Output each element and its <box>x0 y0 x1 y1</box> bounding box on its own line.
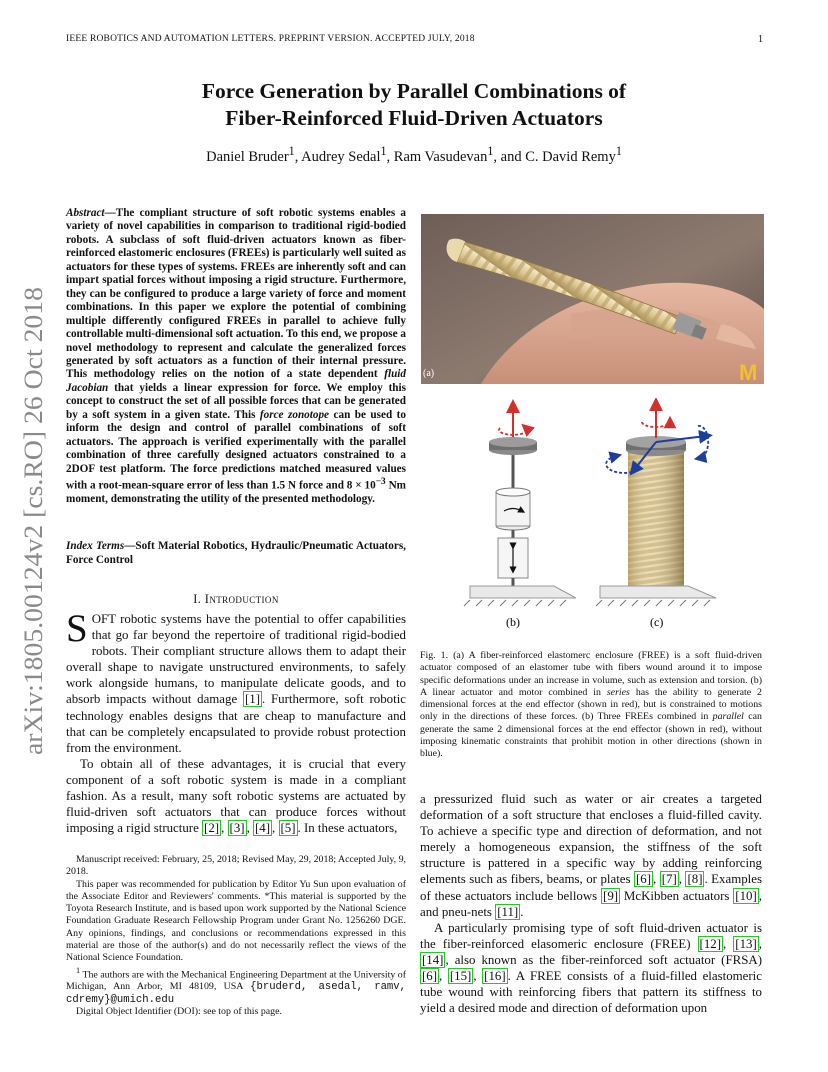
citation-link[interactable]: [13] <box>735 936 757 951</box>
section-heading: I. Introduction <box>193 592 279 606</box>
author-2: Audrey Sedal <box>301 148 381 165</box>
right-paragraph-2: A particularly promising type of soft fluid-driven actuator is the fiber-reinforced elasomeric enclosure (FREE) [12] , [13] , [14] , also known as the fiber-reinforced soft actuator (FRSA) [6] , [15] , [16] . A FREE consists of a fluid-filled elastomeric tube wound with reinforcing fibers that pattern its stiffness to yield a desired mode and direction of deformation upon <box>420 920 762 1016</box>
author-1: Daniel Bruder <box>206 148 289 165</box>
caption-emph-series: series <box>606 686 630 698</box>
col2-p1-a: a pressurized fluid such as water or air creates a targeted deformation of a soft structure that encloses a fluid-filled cavity. To achieve a specific type and direction of deformation, and not merely a homogeneous expansion, the stiffness of the soft structure is pattered in a specific way by adding reinforcing elements such as fibers, beams, or plates <box>420 792 762 887</box>
figure-caption <box>420 650 762 760</box>
abstract-text-c: can be used to inform the design and control of parallel combinations of soft actuators. The approach is verified experimentally with the parallel combination of three carefully designed actuators constrained to a 2DOF test platform. The force predictions matched measured values with a root-mean-square error of less than 1.5 N force and 8 × 10 <box>66 408 406 492</box>
intro-paragraph-2: To obtain all of these advantages, it is crucial that every component of a soft robotic system is made in a compliant fashion. As a result, many soft robotic systems are actuated by fluid-driven soft actuators that can produce forces without imposing a rigid structure [2] , [3] , [4] , [5] . In these actuators, <box>66 756 406 836</box>
citation-link[interactable]: [8] <box>687 872 703 887</box>
citation-link[interactable]: [9] <box>603 888 619 903</box>
col2-p2-a: A particularly promising type of soft fluid-driven actuator is the fiber-reinforced elasomeric enclosure (FREE) <box>420 920 762 951</box>
col2-p2-c: . A FREE consists of a fluid-filled elastomeric tube wound with reinforcing fibers that pattern its stiffness to yield a desired mode and direction of deformation upon <box>420 969 762 1016</box>
citation-link[interactable]: [6] <box>422 969 438 984</box>
col2-p1-e: . <box>520 904 524 919</box>
citation-link[interactable]: [16] <box>484 969 506 984</box>
right-paragraph-1: a pressurized fluid such as water or air creates a targeted deformation of a soft structure that encloses a fluid-filled cavity. To achieve a specific type and direction of deformation, and not merely a homogeneous expansion, the stiffness of the soft structure is pattered in a specific way by adding reinforcing elements such as fibers, beams, or plates [6] , [7] , [8] . Examples of these actuators include bellows [9] McKibben actuators [10] , and pneu-nets [11] . <box>420 792 763 919</box>
citation-link[interactable]: [5] <box>280 821 296 836</box>
author-affil-4: 1 <box>615 144 622 158</box>
diagram-c <box>596 404 716 606</box>
index-terms-text: —Soft Material Robotics, Hydraulic/Pneumatic Actuators, Force Control <box>66 540 406 566</box>
abstract-text-b: that yields a linear expression for force. We employ this concept to construct the set of all possible forces that can be generated by a soft system in a given state. This <box>66 381 406 421</box>
abstract-emph-force-zonotope: force zonotope <box>259 408 330 421</box>
title-line-1: Force Generation by Parallel Combinations of <box>201 79 627 103</box>
university-logo: M <box>739 360 758 384</box>
author-affil-2: 1 <box>380 144 387 158</box>
footnote-affiliation-text: The authors are with the Mechanical Engineering Department at the University of Michigan, Ann Arbor, MI 48109, USA <box>66 968 406 993</box>
author-emails[interactable]: {bruderd, asedal, ramv, cdremy}@umich.edu <box>66 981 407 1006</box>
index-terms-label: Index Terms <box>66 540 125 552</box>
footnote-doi: Digital Object Identifier (DOI): see top of this page. <box>76 1005 282 1017</box>
actuator-diagrams <box>430 398 760 640</box>
citation-link[interactable]: [3] <box>229 821 245 836</box>
arxiv-stamp <box>14 285 50 755</box>
title-line-2: Fiber-Reinforced Fluid-Driven Actuators <box>225 106 603 130</box>
abstract-label: Abstract <box>66 207 105 219</box>
page-number: 1 <box>758 34 763 45</box>
col2-p1-b: . Examples of these actuators include bellows <box>420 872 763 903</box>
author-list: Daniel Bruder$^1$, Audrey Sedal$^1$, Ram Vasudevan$^1$, and C. David Remy$^1$ <box>206 144 622 165</box>
dropcap: S <box>66 607 88 650</box>
footnote-affiliation-mark: 1 <box>76 965 81 975</box>
col2-p1-d: , and pneu-nets <box>420 888 762 919</box>
paper-title <box>100 78 728 132</box>
citation-link[interactable]: [4] <box>255 821 271 836</box>
intro-p2-a: To obtain all of these advantages, it is crucial that every component of a soft robotic system is made in a compliant fashion. As a result, many soft robotic systems are actuated by fluid-driven soft actuators that can produce forces without imposing a rigid structure <box>66 756 406 836</box>
citation-link[interactable]: [15] <box>449 969 472 984</box>
citation-link[interactable]: [1] <box>244 692 260 707</box>
running-header: IEEE ROBOTICS AND AUTOMATION LETTERS. PREPRINT VERSION. ACCEPTED JULY, 2018 <box>66 34 475 44</box>
figure-1a-photo <box>421 214 764 384</box>
figure-1bc <box>430 398 760 640</box>
caption-fig-number: Fig. 1. <box>420 650 449 661</box>
citation-link[interactable]: [11] <box>497 904 519 919</box>
intro-p1-b: . Furthermore, soft robotic technology enables designs that are cheap to manufacture and that can be completely encapsulated to provide robust protection from the environment. <box>66 692 406 755</box>
author-4: and C. David Remy <box>500 148 616 165</box>
abstract-exponent: −3 <box>375 477 386 488</box>
index-terms <box>66 540 406 567</box>
citation-link[interactable]: [7] <box>661 872 677 887</box>
figure-label-b: (b) <box>506 615 520 629</box>
abstract-emph-fluid-jacobian: fluid Jacobian <box>66 368 406 394</box>
citation-link[interactable]: [10] <box>735 888 757 903</box>
diagram-b <box>464 406 576 606</box>
citation-link[interactable]: [6] <box>635 872 652 887</box>
intro-p2-b: . In these actuators, <box>297 821 398 836</box>
footnote-manuscript: Manuscript received: February, 25, 2018; Revised May, 29, 2018; Accepted July, 9, 2018. <box>66 854 406 878</box>
footnote-recommendation: This paper was recommended for publication by Editor Yu Sun upon evaluation of the Associate Editor and Reviewers' comments. *This material is supported by the Toyota Research Institute, and is based upon work supported by the National Science Foundation Graduate Research Fellowship Program under Grant No. 1256260 DGE. Any opinions, findings, and conclusions or recommendations expressed in this material are those of the author(s) and do not necessarily reflect the views of the National Science Foundation. <box>66 878 406 964</box>
intro-body <box>66 607 406 836</box>
caption-text-a: (a) A fiber-reinforced elastomerc enclosure (FREE) is a soft fluid-driven actuator composed of an elastomer tube with fibers wound around it to impose specific deformations under an increase in volume, such as extension and torsion. (b) A linear actuator and motor combined in <box>420 650 762 698</box>
figure-label-c: (c) <box>650 615 664 629</box>
caption-text-c: can generate the same 2 dimensional forces at the end effector (shown in red), without imposing kinematic constraints that prohibit motion in other directions (shown in blue). <box>420 711 762 759</box>
caption-text-b: has the ability to generate 2 dimensional forces at the end effector (shown in red), but is constrained to motions only in the directions of these forces. (b) Three FREEs combined in <box>420 686 762 723</box>
col2-p2-b: , also known as the fiber-reinforced soft actuator (FRSA) <box>445 952 762 967</box>
intro-paragraph-1 <box>66 607 406 756</box>
intro-p1-a: OFT robotic systems have the potential to offer capabilities that go far beyond the repertoire of traditional rigid-bodied robots. Their compliant structure allows them to adapt their overall shape to navigate unstructured environments, to safely work alongside humans, to manipulate delicate goods, and to absorb impacts without damage <box>66 612 406 707</box>
author-affil-1: 1 <box>288 144 295 158</box>
figure-label-a: (a) <box>423 368 435 379</box>
author-3: Ram Vasudevan <box>393 148 488 165</box>
arxiv-stamp-graphic <box>14 285 50 755</box>
caption-emph-parallel: parallel <box>712 711 744 723</box>
abstract-text-a: —The compliant structure of soft robotic systems enables a variety of novel capabilities in comparison to traditional rigid-bodied robots. A subclass of soft fluid-driven actuators known as fiber-reinforced elastomeric enclosures (FREEs) is particularly well suited as actuators for these types of systems. FREEs are inherently soft and can impart spatial forces without imposing a rigid structure. Furthermore, they can be configured to produce a large variety of force and moment combinations. In this paper we explore the potential of combining multiple differently configured FREEs in parallel to achieve fully controllable multi-dimensional soft actuation. To this end, we propose a novel methodology to represent and calculate the generalized forces generated by soft actuators as a function of their internal pressure. This methodology relies on the notion of a state dependent <box>66 207 406 381</box>
footnote-affiliation <box>66 965 406 1006</box>
col2-p1-c: McKibben actuators <box>620 888 734 903</box>
footnotes <box>66 854 406 1018</box>
right-column-body <box>420 791 762 1016</box>
author-affil-3: 1 <box>487 144 494 158</box>
abstract <box>66 207 406 507</box>
citation-link[interactable]: [12] <box>699 936 722 951</box>
citation-link[interactable]: [14] <box>422 952 444 967</box>
arxiv-stamp-text: arXiv:1805.00124v2 [cs.RO] 26 Oct 2018 <box>18 307 48 755</box>
citation-link[interactable]: [2] <box>204 821 220 836</box>
abstract-text-d: Nm moment, demonstrating the utility of the presented methodology. <box>66 479 406 506</box>
free-actuator-photo <box>421 214 764 384</box>
